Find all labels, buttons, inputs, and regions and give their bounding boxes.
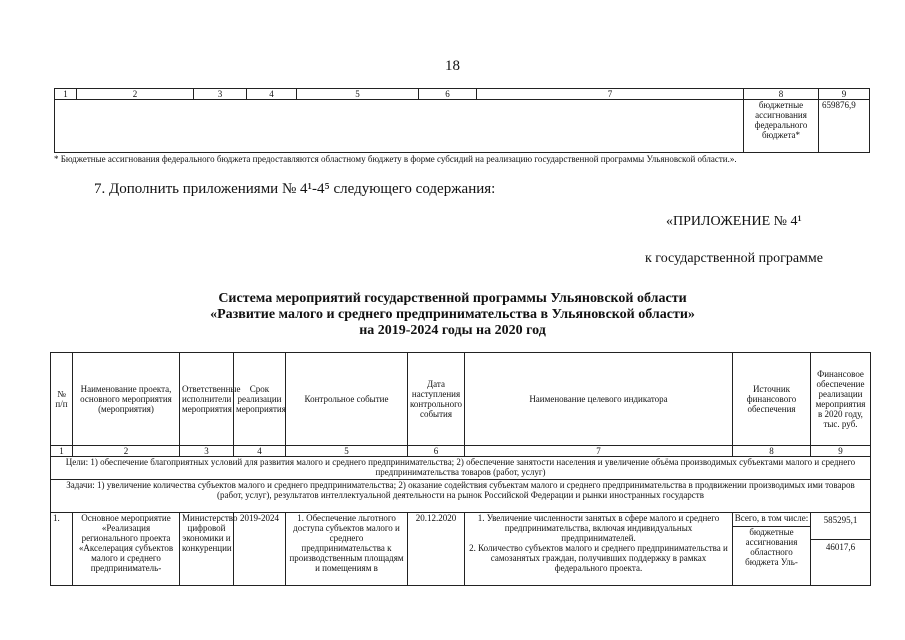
funding-amount — [811, 513, 871, 586]
header-cell: № п/п — [51, 353, 73, 446]
col-num: 4 — [247, 89, 297, 100]
col-num: 2 — [77, 89, 194, 100]
funding-source — [733, 513, 811, 586]
col-num: 3 — [180, 446, 234, 457]
col-num: 6 — [419, 89, 477, 100]
footnote: * Бюджетные ассигнования федерального бюджета предоставляются областному бюджету в форме субсидий на реализацию государственной программы Ульяновской области.». — [54, 154, 737, 164]
col-num: 9 — [819, 89, 870, 100]
col-num: 2 — [73, 446, 180, 457]
row-number: 1. — [51, 513, 73, 586]
indicator: 2. Количество субъектов малого и среднего предпринимательства и самозанятых граждан, получивших поддержку в рамках федерального проекта. — [469, 543, 728, 573]
col-num: 7 — [477, 89, 744, 100]
col-num: 4 — [234, 446, 286, 457]
title-line: Система мероприятий государственной программы Ульяновской области — [218, 291, 687, 306]
amount-regional: 46017,6 — [825, 542, 856, 552]
header-cell: Дата наступления контрольного события — [408, 353, 465, 446]
col-num: 1 — [51, 446, 73, 457]
target-indicators — [465, 513, 733, 586]
col-num: 9 — [811, 446, 871, 457]
indicator: 1. Увеличение численности занятых в сфере малого и среднего предпринимательства, включая индивидуальных предпринимателей. — [477, 513, 720, 543]
goals-cell: Цели: 1) обеспечение благоприятных условий для развития малого и среднего предпринимательства; 2) обеспечение занятости населения и увеличение объёма производимых субъектами малого и среднего предпринимательства товаров (работ, услуг) — [51, 457, 871, 480]
table-row — [51, 513, 871, 586]
title-line: на 2019-2024 годы на 2020 год — [359, 323, 546, 338]
title-line: «Развитие малого и среднего предпринимательства в Ульяновской области» — [210, 307, 695, 322]
activity-name: Основное мероприятие «Реализация регионального проекта «Акселерация субъектов малого и среднего предприниматель- — [73, 513, 180, 586]
amount-total: 585295,1 — [811, 513, 870, 540]
tasks-row — [51, 480, 871, 513]
tasks-cell: Задачи: 1) увеличение количества субъектов малого и среднего предпринимательства; 2) оказание содействия субъектам малого и среднего предпринимательства в продвижении производимых ими товаров (работ, услуг), результатов интеллектуальной деятельности на рынок Российской Федерации и рынки иностранных государств — [51, 480, 871, 513]
appendix-subtitle: к государственной программе — [645, 251, 823, 266]
continuation-table — [54, 88, 870, 153]
amendment-paragraph: 7. Дополнить приложениями № 4¹-4⁵ следующего содержания: — [94, 181, 496, 197]
document-title — [0, 291, 905, 339]
column-number-row — [51, 446, 871, 457]
header-cell: Ответственные исполнители мероприятия — [180, 353, 234, 446]
table-row — [55, 100, 870, 153]
col-num: 5 — [286, 446, 408, 457]
col-num: 3 — [194, 89, 247, 100]
control-event: 1. Обеспечение льготного доступа субъектов малого и среднего предпринимательства к производственным площадям и помещениям в — [286, 513, 408, 586]
amount-cell: 659876,9 — [819, 100, 870, 153]
event-date: 20.12.2020 — [408, 513, 465, 586]
source-regional: бюджетные ассигнования областного бюджета Уль- — [745, 527, 798, 567]
page-number: 18 — [445, 58, 460, 74]
col-num: 8 — [733, 446, 811, 457]
header-cell: Срок реализации мероприятия — [234, 353, 286, 446]
col-num: 8 — [744, 89, 819, 100]
col-num: 7 — [465, 446, 733, 457]
col-num: 5 — [297, 89, 419, 100]
period: 2019-2024 — [234, 513, 286, 586]
events-table — [50, 352, 871, 586]
column-number-row — [55, 89, 870, 100]
header-row — [51, 353, 871, 446]
header-cell: Наименование проекта, основного мероприятия (мероприятия) — [73, 353, 180, 446]
header-cell: Источник финансового обеспечения — [733, 353, 811, 446]
col-num: 6 — [408, 446, 465, 457]
col-num: 1 — [55, 89, 77, 100]
header-cell: Наименование целевого индикатора — [465, 353, 733, 446]
header-cell: Контрольное событие — [286, 353, 408, 446]
header-cell: Финансовое обеспечение реализации мероприятия в 2020 году, тыс. руб. — [811, 353, 871, 446]
source-cell: бюджетные ассигнования федерального бюджета* — [744, 100, 819, 153]
goals-row — [51, 457, 871, 480]
source-total: Всего, в том числе: — [733, 513, 810, 527]
executor: Министерство цифровой экономики и конкуренции — [180, 513, 234, 586]
appendix-title: «ПРИЛОЖЕНИЕ № 4¹ — [666, 214, 802, 229]
